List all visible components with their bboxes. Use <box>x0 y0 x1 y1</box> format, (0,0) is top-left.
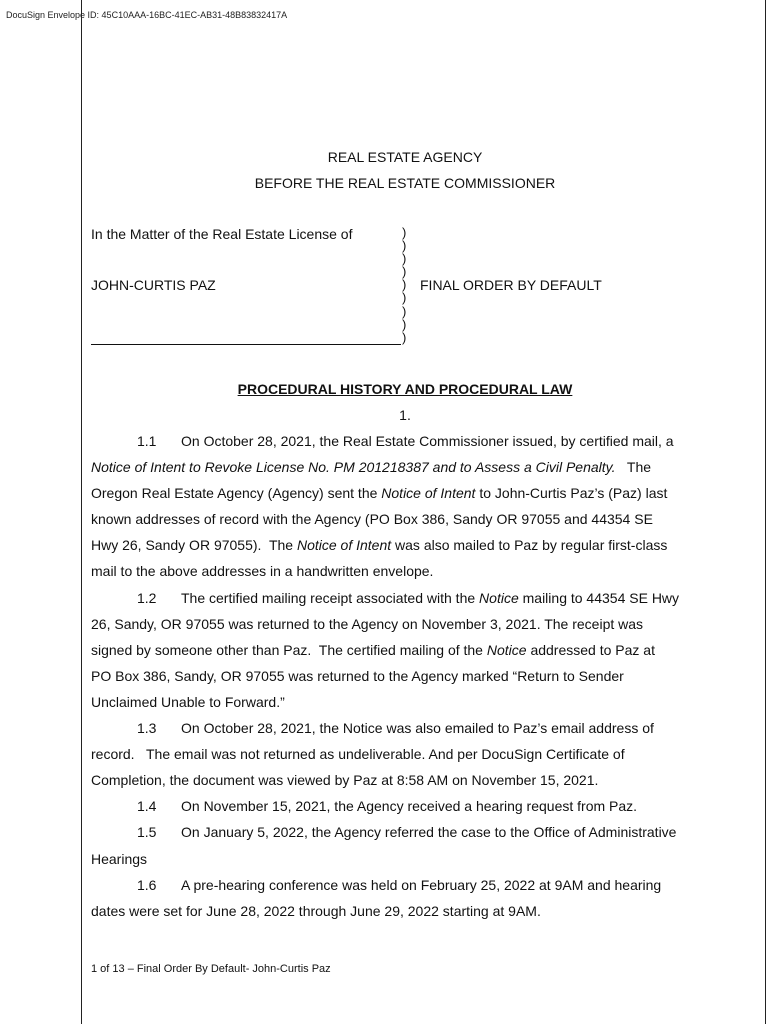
envelope-id: DocuSign Envelope ID: 45C10AAA-16BC-41EC-AB31-48B83832417A <box>6 10 288 20</box>
paragraph-line: 1.2 The certified mailing receipt associated with the Notice mailing to 44354 SE Hwy <box>91 585 719 611</box>
left-margin-rule <box>81 0 82 1024</box>
paragraph-number: 1.2 <box>137 589 157 606</box>
paragraph-number: 1.6 <box>137 876 157 893</box>
paragraph-number: 1.1 <box>137 433 157 449</box>
paragraph-line: Hearings <box>91 850 148 867</box>
caption-underline <box>91 344 401 345</box>
paragraph-line: signed by someone other than Paz. The certified mailing of the Notice addressed to Paz at <box>91 641 655 658</box>
paragraph-number: 1.5 <box>137 824 157 841</box>
paragraph-line: 1.1 On October 28, 2021, the Real Estate Commissioner issued, by certified mail, a <box>91 428 719 454</box>
paragraph-line: Hwy 26, Sandy OR 97055). The Notice of Intent was also mailed to Paz by regular first-class <box>91 537 668 554</box>
paragraph-number: 1.3 <box>137 720 157 737</box>
paragraph-line: mail to the above addresses in a handwritten envelope. <box>91 563 434 580</box>
paragraph-line: known addresses of record with the Agency (PO Box 386, Sandy OR 97055 and 44354 SE <box>91 511 653 528</box>
paragraph-line: 1.6 A pre-hearing conference was held on February 25, 2022 at 9AM and hearing <box>91 872 719 898</box>
paragraph-line: Completion, the document was viewed by Paz at 8:58 AM on November 15, 2021. <box>91 772 599 789</box>
paragraph-line: Notice of Intent to Revoke License No. PM 201218387 and to Assess a Civil Penalty. The <box>91 459 652 476</box>
commissioner-heading: BEFORE THE REAL ESTATE COMMISSIONER <box>254 175 556 191</box>
paragraph-line: 1.5 On January 5, 2022, the Agency referred the case to the Office of Administrative <box>91 819 719 845</box>
paragraph-line: record. The email was not returned as undeliverable. And per DocuSign Certificate of <box>91 746 625 763</box>
paragraph-line: Unclaimed Unable to Forward.” <box>91 693 285 710</box>
paragraph-line: dates were set for June 28, 2022 through June 29, 2022 starting at 9AM. <box>91 902 541 919</box>
paragraph-line: 1.3 On October 28, 2021, the Notice was also emailed to Paz’s email address of <box>91 715 719 741</box>
paragraph-line: 1.4 On November 15, 2021, the Agency received a hearing request from Paz. <box>91 793 719 819</box>
caption-parentheses: ) ) ) ) ) ) ) ) ) <box>402 225 407 345</box>
agency-heading: REAL ESTATE AGENCY <box>327 149 483 165</box>
body-text <box>91 428 719 924</box>
right-margin-rule <box>765 0 766 1024</box>
page-footer: 1 of 13 – Final Order By Default- John-Curtis Paz <box>91 963 331 975</box>
section-title: PROCEDURAL HISTORY AND PROCEDURAL LAW <box>237 381 573 397</box>
order-title: FINAL ORDER BY DEFAULT <box>420 277 602 293</box>
paragraph-line: 26, Sandy, OR 97055 was returned to the Agency on November 3, 2021. The receipt was <box>91 615 644 632</box>
paragraph-line: Oregon Real Estate Agency (Agency) sent the Notice of Intent to John-Curtis Paz’s (Paz) last <box>91 485 668 502</box>
paragraph-number: 1.4 <box>137 798 157 815</box>
matter-caption: In the Matter of the Real Estate License of <box>91 226 353 242</box>
paragraph-line: PO Box 386, Sandy, OR 97055 was returned to the Agency marked “Return to Sender <box>91 667 624 684</box>
respondent-name: JOHN-CURTIS PAZ <box>91 277 216 293</box>
section-number: 1. <box>399 407 411 423</box>
